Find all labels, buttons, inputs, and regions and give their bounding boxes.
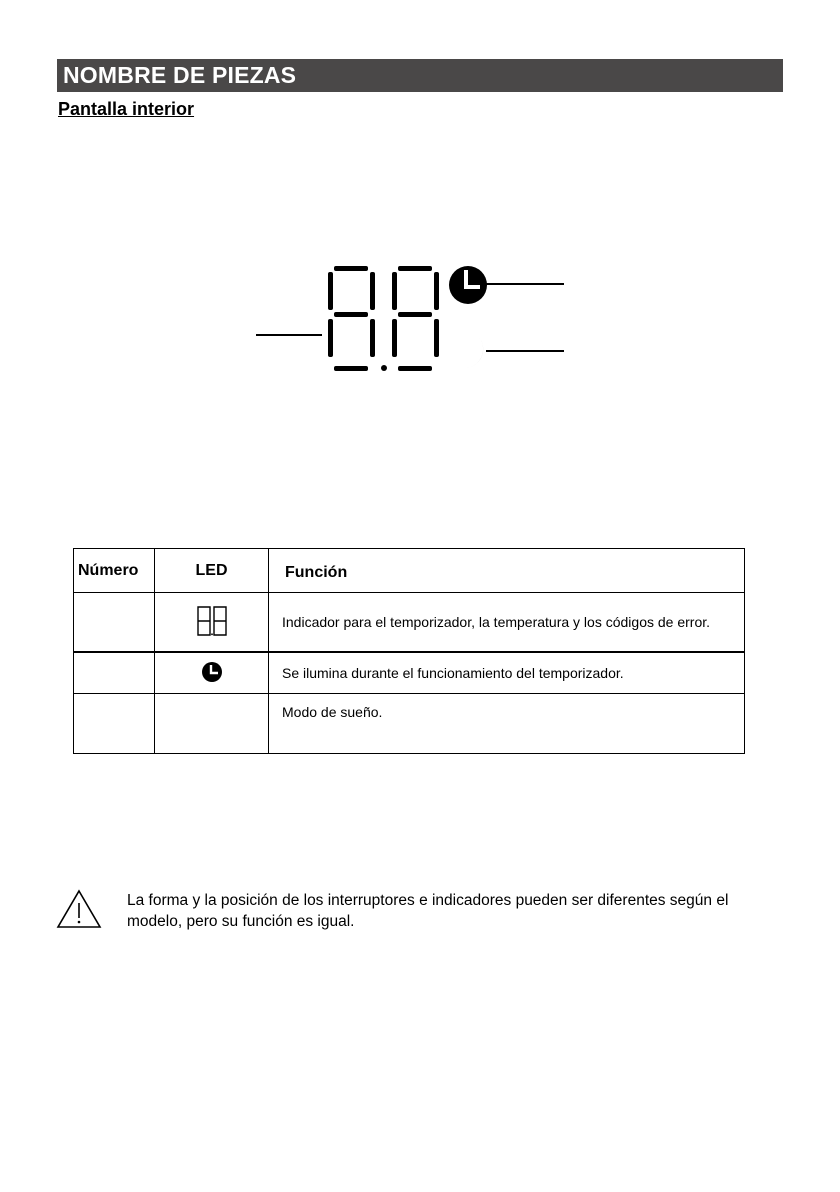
digit-display-icon [196,605,228,637]
sleep-moon-icon [452,334,483,368]
led-cell [155,694,269,754]
column-header-led: LED [155,549,269,593]
table-row [74,652,745,694]
timer-clock-icon [201,661,223,683]
led-cell [155,652,269,694]
parts-table [73,548,745,754]
warning-triangle-icon [55,888,103,930]
notice-text: La forma y la posición de los interruptores e indicadores pueden ser diferentes según el modelo, pero su función es igual. [127,892,729,930]
led-cell [155,593,269,653]
sleep-moon-icon [200,710,224,734]
section-header: NOMBRE DE PIEZAS [57,59,783,92]
table-row [74,694,745,754]
number-cell [74,694,155,754]
function-cell: Modo de sueño. [269,694,745,754]
function-cell: Se ilumina durante el funcionamiento del temporizador. [269,652,745,694]
number-cell [74,593,155,653]
table-row [74,593,745,653]
timer-clock-icon [449,266,487,304]
column-header-function: Función [269,549,745,593]
function-cell: Indicador para el temporizador, la temperatura y los códigos de error. [269,593,745,653]
column-header-number: Número [74,549,155,593]
digit-display-icon [328,266,439,371]
subheading: Pantalla interior [58,99,195,119]
indoor-display-diagram [250,258,570,378]
number-cell [74,652,155,694]
